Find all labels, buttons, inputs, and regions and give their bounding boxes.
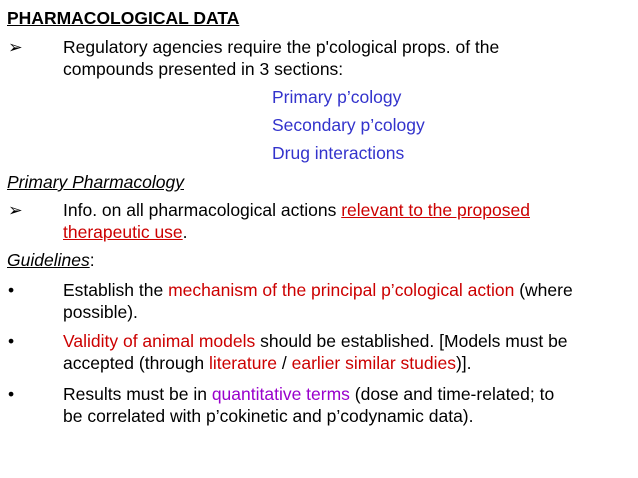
guideline-3-pre: Results must be in xyxy=(63,384,212,404)
bullet-icon: • xyxy=(8,280,15,300)
literature-highlight: literature xyxy=(208,353,278,373)
guideline-1-highlight: mechanism of the principal p’cological action xyxy=(168,280,515,300)
relevance-link: relevant to the proposed xyxy=(341,200,530,220)
arrow-bullet-icon: ➢ xyxy=(8,200,23,220)
guideline-2-highlight: Validity of animal models xyxy=(63,331,256,351)
guideline-3-post: (dose and time-related; to xyxy=(349,384,555,404)
guideline-1-pre: Establish the xyxy=(63,280,169,300)
guideline-2-l2-post: )]. xyxy=(455,353,472,373)
guideline-3-line-2: be correlated with p’cokinetic and p’codynamic data). xyxy=(63,406,474,426)
guideline-1-line-1 xyxy=(63,280,573,300)
section-secondary: Secondary p’cology xyxy=(272,115,425,135)
therapeutic-use-link: therapeutic use xyxy=(63,222,183,242)
guideline-2-line-2 xyxy=(63,353,472,373)
primary-item-line-2 xyxy=(63,222,188,242)
primary-heading: Primary Pharmacology xyxy=(7,172,184,192)
guidelines-colon: : xyxy=(89,250,95,270)
arrow-bullet-icon: ➢ xyxy=(8,37,23,57)
section-drug-interactions: Drug interactions xyxy=(272,143,405,163)
guideline-2-l2-pre: accepted (through xyxy=(63,353,209,373)
period: . xyxy=(182,222,188,242)
bullet-icon: • xyxy=(8,384,15,404)
intro-line-2: compounds presented in 3 sections: xyxy=(63,59,344,79)
primary-item-text: Info. on all pharmacological actions xyxy=(63,200,342,220)
guidelines-heading xyxy=(7,250,95,270)
section-primary: Primary p’cology xyxy=(272,87,402,107)
guideline-2-post: should be established. [Models must be xyxy=(255,331,568,351)
guidelines-heading-text: Guidelines xyxy=(7,250,90,270)
guideline-2-line-1 xyxy=(63,331,568,351)
guideline-1-post: (where xyxy=(514,280,573,300)
primary-item-line-1 xyxy=(63,200,530,220)
bullet-icon: • xyxy=(8,331,15,351)
guideline-2-l2-mid: / xyxy=(277,353,292,373)
earlier-studies-highlight: earlier similar studies xyxy=(291,353,456,373)
guideline-3-line-1 xyxy=(63,384,554,404)
slide-title: PHARMACOLOGICAL DATA xyxy=(7,8,240,28)
guideline-1-line-2: possible). xyxy=(63,302,138,322)
intro-line-1: Regulatory agencies require the p'cological props. of the xyxy=(63,37,500,57)
quantitative-highlight: quantitative terms xyxy=(211,384,350,404)
